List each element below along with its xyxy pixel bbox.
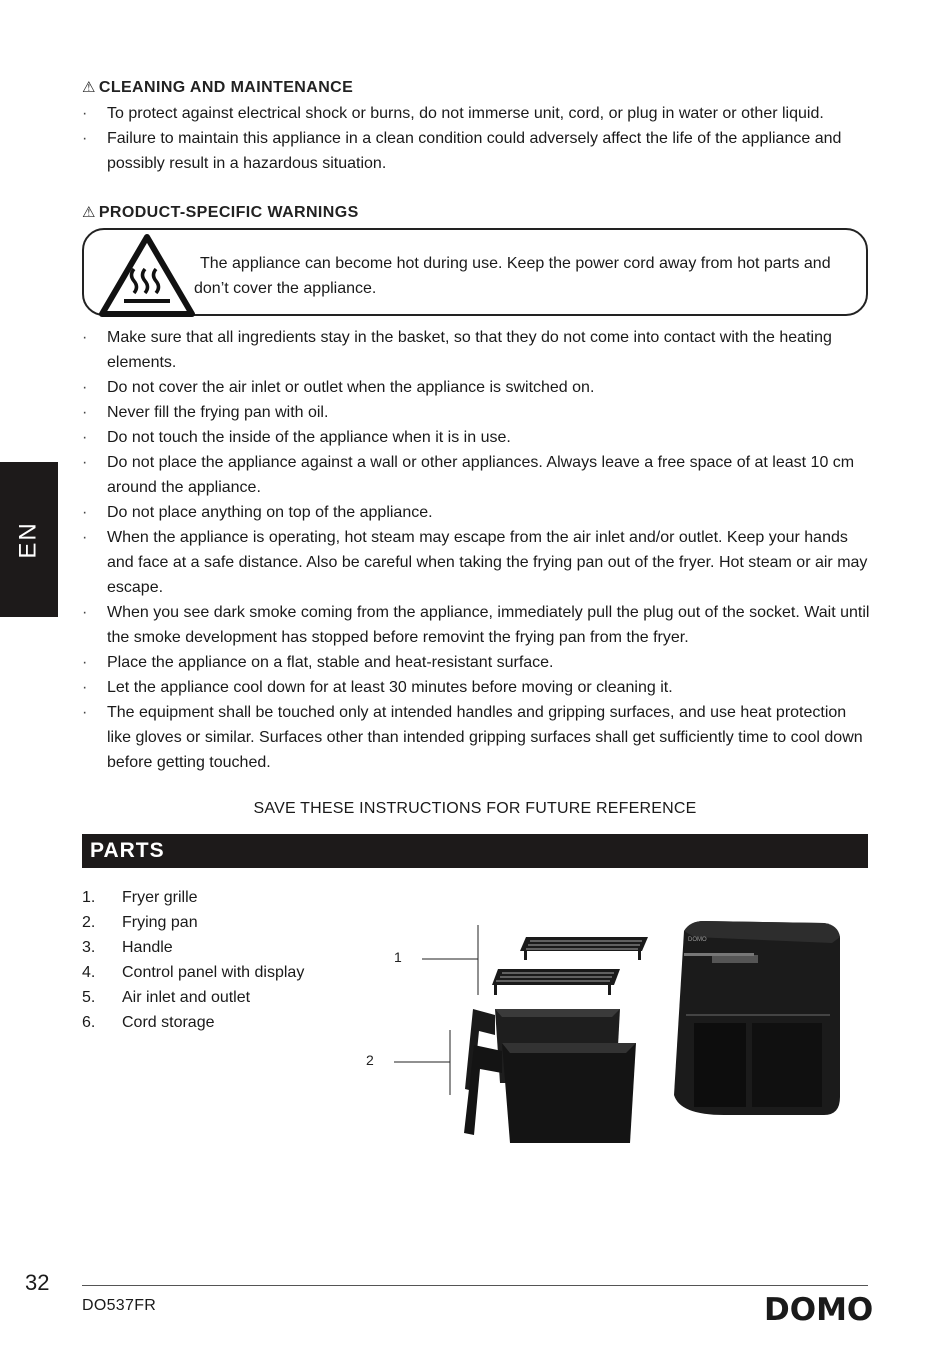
callout-1-label: 1 bbox=[394, 949, 402, 965]
list-item: · Place the appliance on a flat, stable and heat-resistant surface. bbox=[82, 650, 872, 675]
list-item: · Make sure that all ingredients stay in the basket, so that they do not come into contact with the heating elements. bbox=[82, 325, 872, 375]
list-item: 2. Frying pan bbox=[82, 914, 198, 931]
warning-triangle-icon: ⚠ bbox=[82, 204, 96, 221]
model-number: DO537FR bbox=[82, 1297, 157, 1314]
page-number: 32 bbox=[25, 1270, 50, 1295]
fryer-grille-illustration bbox=[492, 969, 620, 995]
list-item: 1. Fryer grille bbox=[82, 889, 198, 906]
hot-surface-warning-text: The appliance can become hot during use. Keep the power cord away from hot parts and don’t cover the appliance. bbox=[194, 255, 831, 297]
product-warnings-heading bbox=[82, 203, 359, 222]
list-item: · Never fill the frying pan with oil. bbox=[82, 400, 872, 425]
callout-2-label: 2 bbox=[366, 1052, 374, 1068]
list-item: · Do not cover the air inlet or outlet when the appliance is switched on. bbox=[82, 375, 872, 400]
cleaning-title: CLEANING AND MAINTENANCE bbox=[98, 79, 354, 96]
save-instructions-notice: SAVE THESE INSTRUCTIONS FOR FUTURE REFERENCE bbox=[253, 800, 697, 817]
product-warnings-list bbox=[82, 325, 872, 775]
air-fryer-unit-illustration bbox=[674, 921, 840, 1115]
list-item: 5. Air inlet and outlet bbox=[82, 989, 251, 1006]
parts-heading: PARTS bbox=[82, 834, 868, 868]
list-item: · Failure to maintain this appliance in a clean condition could adversely affect the life of the appliance and possibly result in a hazardous situation. bbox=[82, 126, 872, 176]
frying-pan-illustration bbox=[464, 1043, 636, 1143]
warning-triangle-icon: ⚠ bbox=[82, 79, 96, 96]
list-item: · The equipment shall be touched only at intended handles and gripping surfaces, and use heat protection like gloves or similar. Surfaces other than intended gripping surfaces shall get sufficiently time to cool down before getting touched. bbox=[82, 700, 872, 775]
list-item: 4. Control panel with display bbox=[82, 964, 305, 981]
brand-logo: DOMO bbox=[764, 1292, 874, 1328]
parts-list bbox=[82, 885, 304, 1035]
list-item: 6. Cord storage bbox=[82, 1014, 215, 1031]
list-item: · Let the appliance cool down for at least 30 minutes before moving or cleaning it. bbox=[82, 675, 872, 700]
hot-surface-icon bbox=[98, 233, 196, 317]
list-item: · When you see dark smoke coming from the appliance, immediately pull the plug out of the socket. Wait until the smoke development has stopped before removint the frying pan from the fryer. bbox=[82, 600, 872, 650]
air-fryer-parts-illustration bbox=[350, 905, 870, 1155]
language-label: EN bbox=[15, 520, 42, 559]
cleaning-heading bbox=[82, 78, 353, 97]
list-item: · To protect against electrical shock or burns, do not immerse unit, cord, or plug in water or other liquid. bbox=[82, 101, 872, 126]
hot-surface-warning-box bbox=[82, 228, 868, 316]
fryer-grille-illustration bbox=[520, 937, 648, 960]
product-warnings-title: PRODUCT-SPECIFIC WARNINGS bbox=[98, 204, 359, 221]
list-item: · Do not touch the inside of the appliance when it is in use. bbox=[82, 425, 872, 450]
unit-brand-mark: DOMO bbox=[688, 937, 707, 943]
list-item: · Do not place anything on top of the appliance. bbox=[82, 500, 872, 525]
cleaning-list bbox=[82, 101, 872, 176]
language-tab bbox=[0, 462, 58, 617]
footer-divider bbox=[82, 1285, 868, 1286]
list-item: · When the appliance is operating, hot steam may escape from the air inlet and/or outlet. Keep your hands and face at a safe distance. Also be careful when taking the frying pan out of the fryer. Hot steam or air may escape. bbox=[82, 525, 872, 600]
list-item: 3. Handle bbox=[82, 939, 173, 956]
list-item: · Do not place the appliance against a wall or other appliances. Always leave a free space of at least 10 cm around the appliance. bbox=[82, 450, 872, 500]
